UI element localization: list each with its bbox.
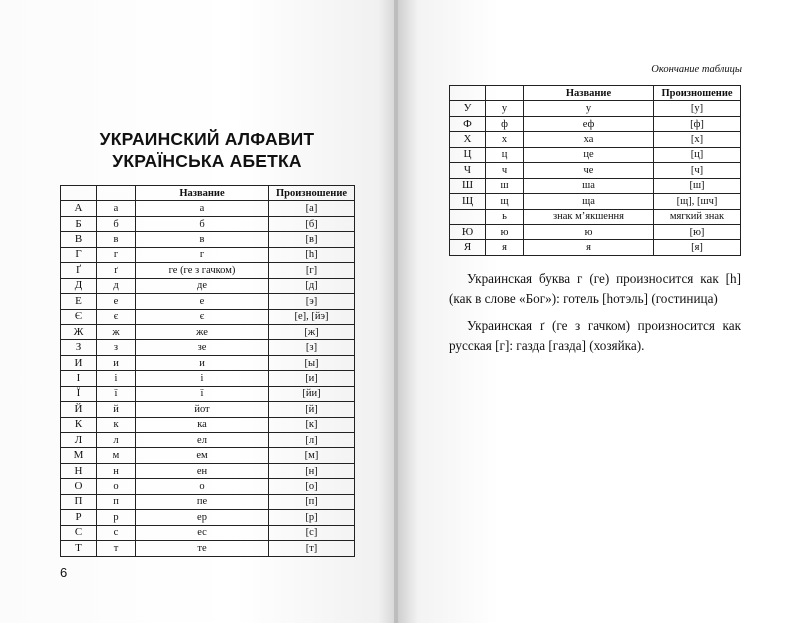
table-row	[450, 163, 741, 178]
cell-lowercase: и	[97, 355, 136, 370]
table-row	[450, 101, 741, 116]
cell-name: це	[524, 147, 654, 162]
cell-name: ка	[136, 417, 269, 432]
cell-lowercase: ї	[97, 386, 136, 401]
cell-uppercase: Ф	[450, 116, 486, 131]
cell-uppercase: Т	[61, 541, 97, 556]
table-row	[450, 178, 741, 193]
cell-pronunciation: [г]	[269, 263, 355, 278]
table-row	[450, 147, 741, 162]
cell-pronunciation: [л]	[269, 433, 355, 448]
cell-uppercase: Й	[61, 402, 97, 417]
cell-pronunciation: [ш]	[654, 178, 741, 193]
cell-name: ге (ге з гачком)	[136, 263, 269, 278]
cell-lowercase: я	[486, 240, 524, 255]
cell-lowercase: т	[97, 541, 136, 556]
cell-name: ер	[136, 510, 269, 525]
table-row	[61, 479, 355, 494]
cell-pronunciation: [ы]	[269, 355, 355, 370]
cell-lowercase: у	[486, 101, 524, 116]
table-row	[450, 194, 741, 209]
cell-uppercase: С	[61, 525, 97, 540]
cell-pronunciation: [йи]	[269, 386, 355, 401]
cell-uppercase: І	[61, 371, 97, 386]
table-row	[61, 278, 355, 293]
cell-lowercase: і	[97, 371, 136, 386]
cell-name: о	[136, 479, 269, 494]
cell-uppercase: П	[61, 494, 97, 509]
table-row	[61, 371, 355, 386]
cell-pronunciation: [и]	[269, 371, 355, 386]
table-row	[61, 510, 355, 525]
cell-name: че	[524, 163, 654, 178]
cell-name: я	[524, 240, 654, 255]
cell-uppercase: Х	[450, 132, 486, 147]
cell-name: в	[136, 232, 269, 247]
cell-uppercase: Ж	[61, 324, 97, 339]
cell-uppercase: Р	[61, 510, 97, 525]
cell-lowercase: ю	[486, 224, 524, 239]
cell-pronunciation: [э]	[269, 294, 355, 309]
cell-pronunciation: [с]	[269, 525, 355, 540]
cell-uppercase: О	[61, 479, 97, 494]
cell-lowercase: є	[97, 309, 136, 324]
table-row	[61, 433, 355, 448]
cell-name: ша	[524, 178, 654, 193]
table-row	[450, 224, 741, 239]
cell-lowercase: щ	[486, 194, 524, 209]
cell-pronunciation: [з]	[269, 340, 355, 355]
cell-uppercase: И	[61, 355, 97, 370]
paragraph-letter-g: Украинская буква г (ге) произносится как [h] (как в слове «Бог»): готель [hотэль] (гостиница)	[449, 271, 741, 306]
table-row	[61, 355, 355, 370]
page-title-ukrainian: УКРАЇНСЬКА АБЕТКА	[112, 151, 302, 171]
cell-name: у	[524, 101, 654, 116]
table-row	[61, 417, 355, 432]
cell-uppercase: Б	[61, 216, 97, 231]
cell-pronunciation: [ф]	[654, 116, 741, 131]
cell-uppercase: Ц	[450, 147, 486, 162]
header-uppercase	[61, 186, 97, 201]
cell-lowercase: ц	[486, 147, 524, 162]
cell-pronunciation: [д]	[269, 278, 355, 293]
cell-lowercase: в	[97, 232, 136, 247]
cell-lowercase: ь	[486, 209, 524, 224]
header-lowercase	[97, 186, 136, 201]
cell-uppercase: Е	[61, 294, 97, 309]
cell-name: знак м’якшення	[524, 209, 654, 224]
cell-name: і	[136, 371, 269, 386]
cell-pronunciation: [н]	[269, 463, 355, 478]
cell-pronunciation: [к]	[269, 417, 355, 432]
table-row	[61, 448, 355, 463]
cell-pronunciation: [а]	[269, 201, 355, 216]
cell-name: є	[136, 309, 269, 324]
cell-uppercase: Є	[61, 309, 97, 324]
cell-uppercase: Ш	[450, 178, 486, 193]
cell-pronunciation: [ю]	[654, 224, 741, 239]
cell-pronunciation: [б]	[269, 216, 355, 231]
cell-uppercase: Г	[61, 247, 97, 262]
cell-lowercase: ґ	[97, 263, 136, 278]
cell-lowercase: к	[97, 417, 136, 432]
cell-name: ем	[136, 448, 269, 463]
table-row	[61, 541, 355, 556]
cell-pronunciation: [h]	[269, 247, 355, 262]
table-row	[61, 494, 355, 509]
cell-name: еф	[524, 116, 654, 131]
header-uppercase	[450, 86, 486, 101]
cell-lowercase: б	[97, 216, 136, 231]
page-title-russian: УКРАИНСКИЙ АЛФАВИТ	[99, 129, 315, 149]
cell-lowercase: р	[97, 510, 136, 525]
table-row	[61, 232, 355, 247]
cell-pronunciation: [м]	[269, 448, 355, 463]
cell-lowercase: з	[97, 340, 136, 355]
cell-uppercase: А	[61, 201, 97, 216]
cell-lowercase: ж	[97, 324, 136, 339]
table-row	[450, 209, 741, 224]
cell-pronunciation: [у]	[654, 101, 741, 116]
cell-pronunciation: [е], [йэ]	[269, 309, 355, 324]
header-lowercase	[486, 86, 524, 101]
paragraph-letter-g-hook: Украинская ґ (ге з гачком) произносится как русская [г]: газда [газда] (хозяйка).	[449, 318, 741, 353]
cell-uppercase: У	[450, 101, 486, 116]
cell-lowercase: х	[486, 132, 524, 147]
cell-pronunciation: [я]	[654, 240, 741, 255]
table-header-row	[450, 86, 741, 101]
alphabet-table-part2	[449, 85, 741, 256]
table-row	[61, 386, 355, 401]
cell-lowercase: п	[97, 494, 136, 509]
header-pronunciation: Произношение	[654, 86, 741, 101]
cell-name: же	[136, 324, 269, 339]
cell-uppercase: Ю	[450, 224, 486, 239]
cell-name: ха	[524, 132, 654, 147]
cell-pronunciation: [щ], [шч]	[654, 194, 741, 209]
table-row	[61, 525, 355, 540]
cell-pronunciation: [т]	[269, 541, 355, 556]
table-row	[61, 263, 355, 278]
alphabet-table-part1	[60, 185, 355, 557]
cell-pronunciation: [о]	[269, 479, 355, 494]
cell-name: пе	[136, 494, 269, 509]
table-row	[61, 201, 355, 216]
cell-lowercase: л	[97, 433, 136, 448]
table-row	[61, 340, 355, 355]
continuation-label: Окончание таблицы	[651, 64, 742, 75]
cell-uppercase: Я	[450, 240, 486, 255]
cell-pronunciation: [в]	[269, 232, 355, 247]
cell-lowercase: д	[97, 278, 136, 293]
cell-lowercase: й	[97, 402, 136, 417]
cell-pronunciation: [ч]	[654, 163, 741, 178]
cell-uppercase: З	[61, 340, 97, 355]
header-name: Название	[136, 186, 269, 201]
cell-pronunciation: мягкий знак	[654, 209, 741, 224]
table-row	[450, 116, 741, 131]
cell-lowercase: г	[97, 247, 136, 262]
cell-pronunciation: [р]	[269, 510, 355, 525]
cell-pronunciation: [п]	[269, 494, 355, 509]
cell-name: ес	[136, 525, 269, 540]
cell-uppercase	[450, 209, 486, 224]
cell-uppercase: Д	[61, 278, 97, 293]
cell-lowercase: ф	[486, 116, 524, 131]
cell-pronunciation: [й]	[269, 402, 355, 417]
cell-lowercase: о	[97, 479, 136, 494]
cell-uppercase: Щ	[450, 194, 486, 209]
cell-pronunciation: [ц]	[654, 147, 741, 162]
cell-name: а	[136, 201, 269, 216]
cell-name: ща	[524, 194, 654, 209]
cell-name: и	[136, 355, 269, 370]
header-name: Название	[524, 86, 654, 101]
cell-name: зе	[136, 340, 269, 355]
cell-name: е	[136, 294, 269, 309]
page-number: 6	[60, 565, 68, 580]
cell-uppercase: Л	[61, 433, 97, 448]
cell-pronunciation: [ж]	[269, 324, 355, 339]
cell-name: де	[136, 278, 269, 293]
header-pronunciation: Произношение	[269, 186, 355, 201]
left-page	[0, 0, 394, 623]
cell-uppercase: К	[61, 417, 97, 432]
table-row	[61, 402, 355, 417]
table-row	[61, 309, 355, 324]
cell-lowercase: е	[97, 294, 136, 309]
table-row	[450, 240, 741, 255]
cell-name: те	[136, 541, 269, 556]
cell-uppercase: Н	[61, 463, 97, 478]
table-row	[61, 294, 355, 309]
cell-lowercase: а	[97, 201, 136, 216]
table-header-row	[61, 186, 355, 201]
table-row	[61, 216, 355, 231]
cell-uppercase: Ч	[450, 163, 486, 178]
cell-name: ї	[136, 386, 269, 401]
cell-lowercase: н	[97, 463, 136, 478]
cell-uppercase: М	[61, 448, 97, 463]
table-row	[450, 132, 741, 147]
cell-uppercase: Ґ	[61, 263, 97, 278]
cell-uppercase: Ї	[61, 386, 97, 401]
cell-name: ел	[136, 433, 269, 448]
cell-uppercase: В	[61, 232, 97, 247]
cell-name: ю	[524, 224, 654, 239]
cell-name: б	[136, 216, 269, 231]
cell-name: г	[136, 247, 269, 262]
table-row	[61, 324, 355, 339]
cell-name: ен	[136, 463, 269, 478]
cell-lowercase: ч	[486, 163, 524, 178]
cell-lowercase: ш	[486, 178, 524, 193]
cell-name: йот	[136, 402, 269, 417]
cell-lowercase: с	[97, 525, 136, 540]
table-row	[61, 247, 355, 262]
cell-pronunciation: [х]	[654, 132, 741, 147]
cell-lowercase: м	[97, 448, 136, 463]
table-row	[61, 463, 355, 478]
